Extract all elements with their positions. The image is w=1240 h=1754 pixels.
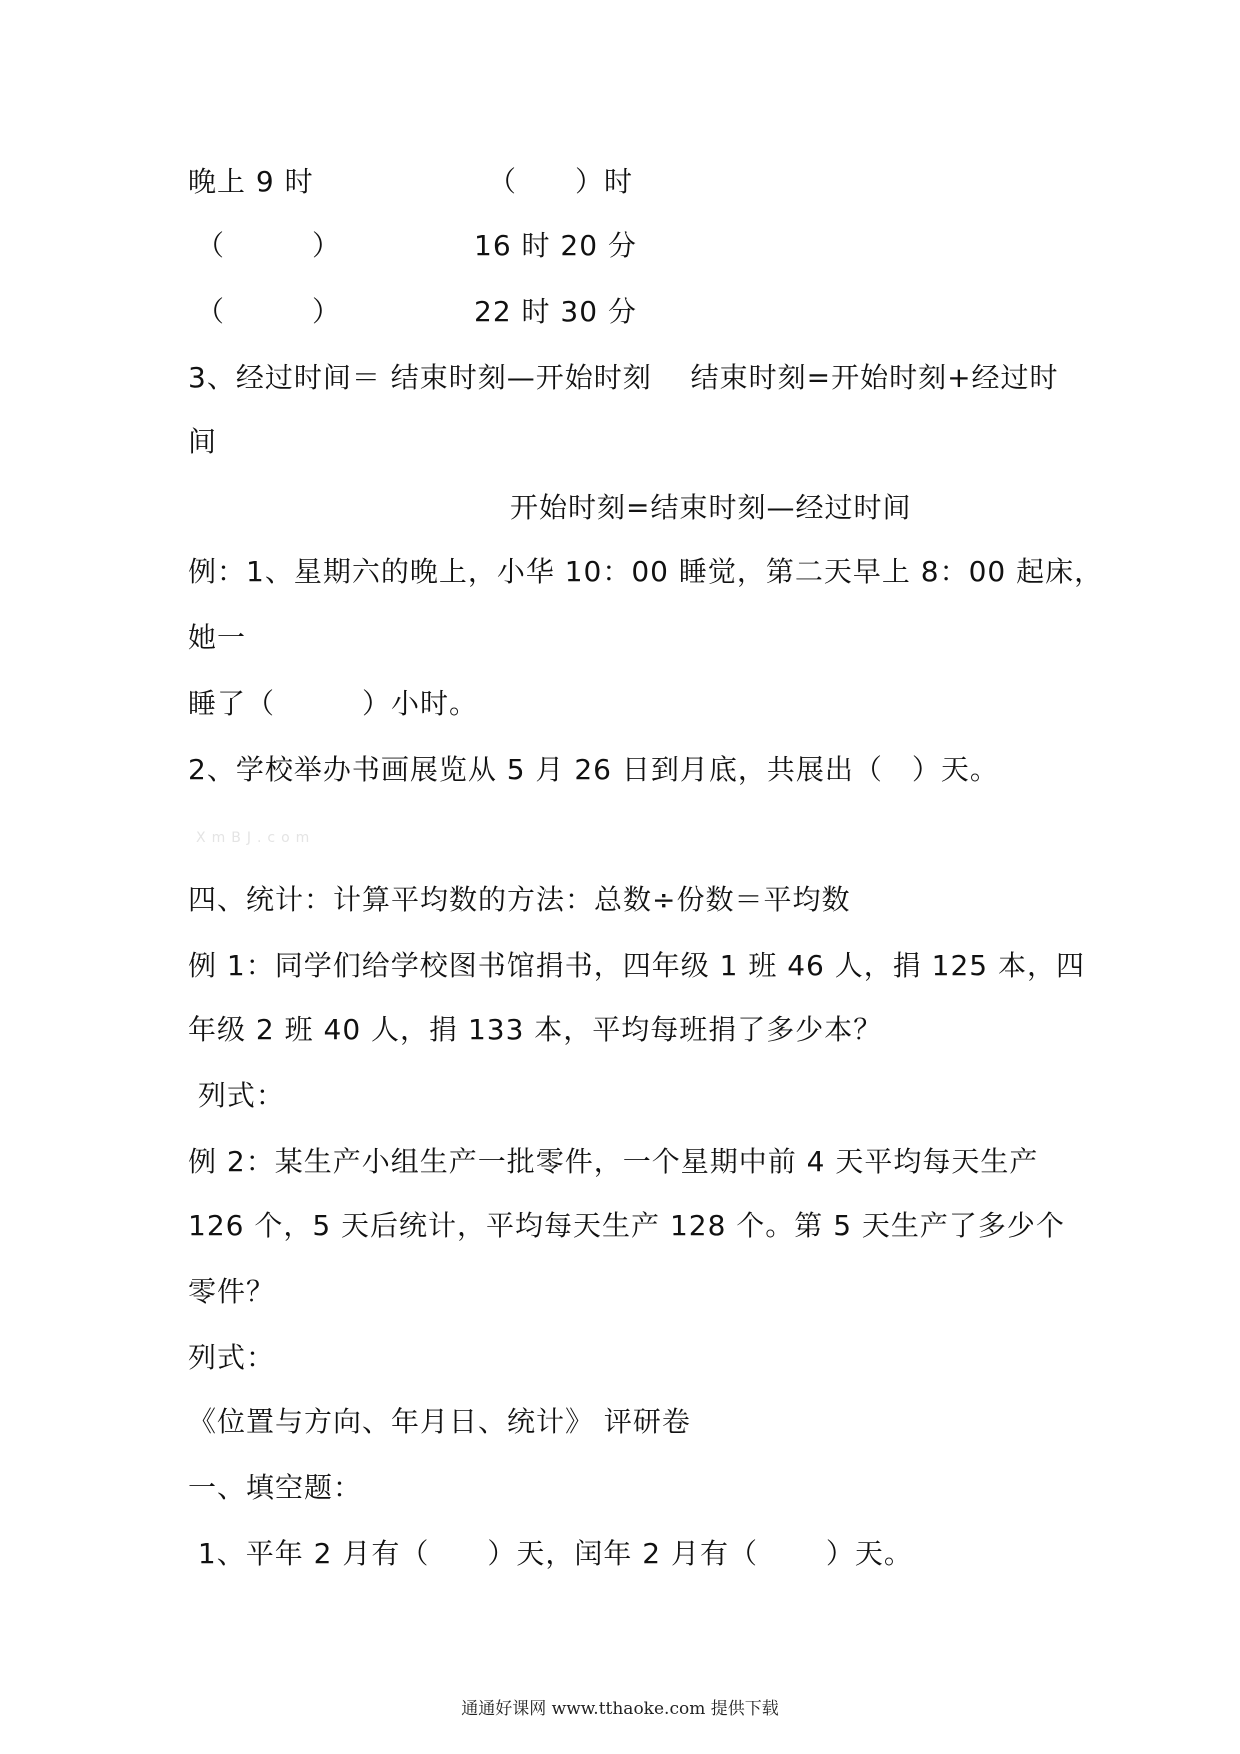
stat-example-2-line-1: 例 2：某生产小组生产一批零件，一个星期中前 4 天平均每天生产 [188,1145,1039,1178]
elapsed-time-formula-cont: 间 [188,425,218,458]
elapsed-time-formula: 3、经过时间＝ 结束时刻—开始时刻 结束时刻=开始时刻+经过时 [188,361,1059,394]
watermark: XmBJ.com [196,830,316,846]
stat-example-2-line-3: 零件？ [188,1275,276,1308]
time-row-1-right: （ ）时 [488,165,634,198]
stat-example-2-formula: 列式： [188,1341,276,1374]
review-paper-title: 《位置与方向、年月日、统计》 评研卷 [188,1405,691,1438]
footer-download-notice: 通通好课网 www.tthaoke.com 提供下载 [461,1699,779,1719]
section-4-heading: 四、统计：计算平均数的方法：总数÷份数＝平均数 [188,883,851,916]
example-1-line-1: 例：1、星期六的晚上，小华 10：00 睡觉，第二天早上 8：00 起床， [188,555,1104,588]
fill-in-heading: 一、填空题： [188,1471,363,1504]
example-2: 2、学校举办书画展览从 5 月 26 日到月底，共展出（ ）天。 [188,753,999,786]
start-time-formula: 开始时刻=结束时刻—经过时间 [510,491,912,524]
time-row-1-left: 晚上 9 时 [188,165,314,198]
time-row-2-left: （ ） [196,229,342,262]
example-1-line-3: 睡了（ ）小时。 [188,687,479,720]
stat-example-1-formula: 列式： [188,1079,285,1112]
time-row-3-left: （ ） [196,295,342,328]
example-1-line-2: 她一 [188,621,247,654]
time-row-2-right: 16 时 20 分 [474,229,637,262]
stat-example-1-line-1: 例 1：同学们给学校图书馆捐书，四年级 1 班 46 人，捐 125 本，四 [188,949,1086,982]
stat-example-2-line-2: 126 个，5 天后统计，平均每天生产 128 个。第 5 天生产了多少个 [188,1209,1065,1242]
stat-example-1-line-2: 年级 2 班 40 人，捐 133 本，平均每班捐了多少本？ [188,1013,883,1046]
time-row-3-right: 22 时 30 分 [474,295,637,328]
question-1: 1、平年 2 月有（ ）天，闰年 2 月有（ ）天。 [188,1537,913,1570]
